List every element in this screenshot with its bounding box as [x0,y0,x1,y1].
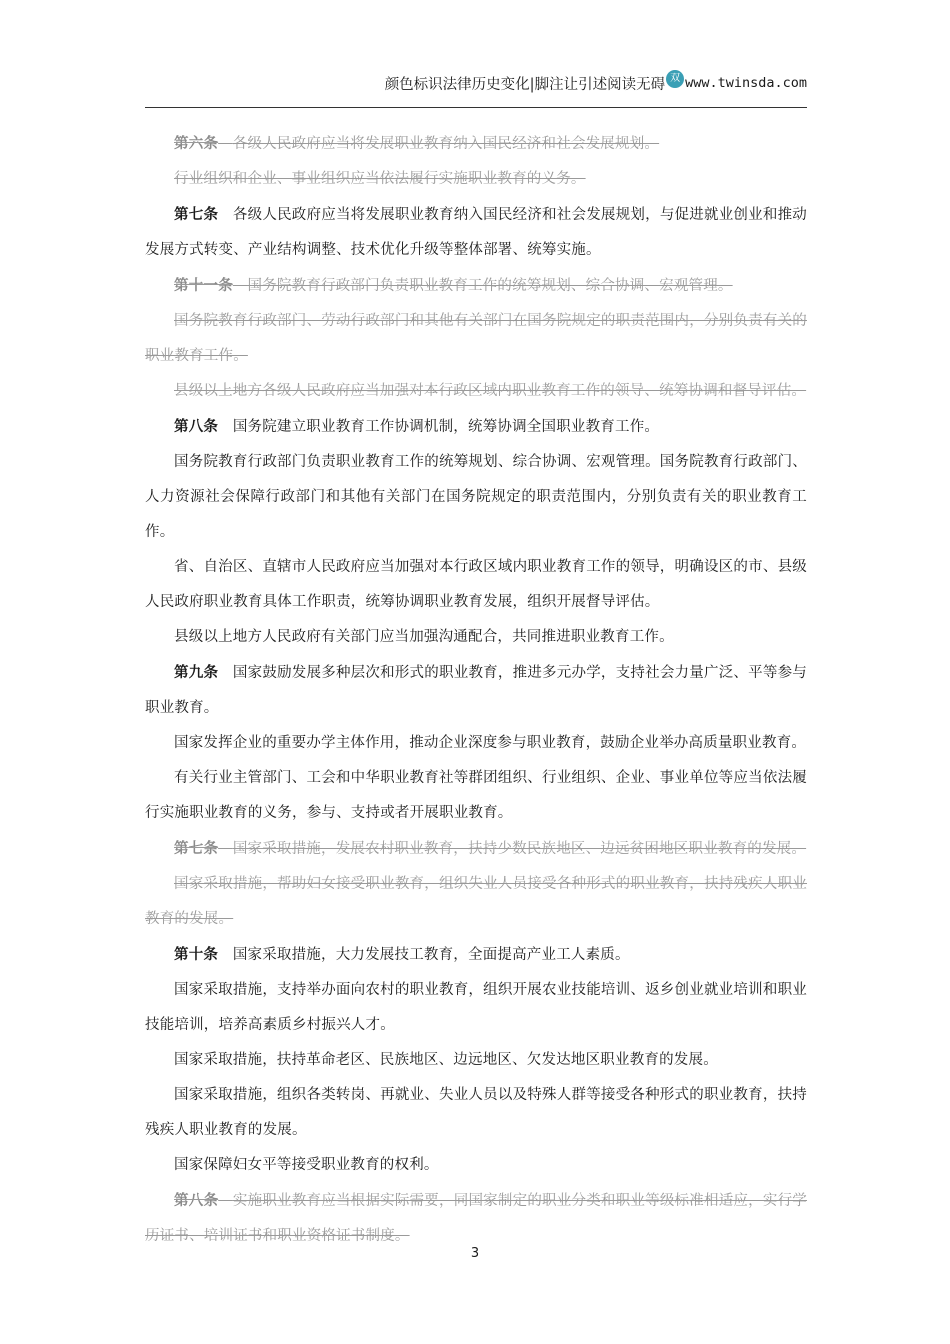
paragraph-text: 各级人民政府应当将发展职业教育纳入国民经济和社会发展规划，与促进就业创业和推动发展方式转变、产业结构调整、技术优化升级等整体部署、统筹实施。 [145,207,808,258]
paragraph-text: 国家鼓励发展多种层次和形式的职业教育，推进多元办学，支持社会力量广泛、平等参与职业教育。 [145,665,808,716]
paragraph [145,445,807,550]
paragraph [145,1078,807,1148]
paragraph-text: 行业组织和企业、事业组织应当依法履行实施职业教育的义务。 [174,171,586,187]
article-number: 第十一条 [174,277,233,294]
header-divider [145,107,807,108]
deleted-paragraph [145,1183,807,1254]
deleted-paragraph [145,304,807,374]
paragraph-text: 各级人民政府应当将发展职业教育纳入国民经济和社会发展规划。 [232,136,660,152]
paragraph [145,1148,807,1183]
paragraph [145,409,807,445]
paragraph-text: 国务院建立职业教育工作协调机制，统筹协调全国职业教育工作。 [232,419,660,435]
paragraph [145,1043,807,1078]
article-number: 第七条 [174,206,219,223]
deleted-paragraph [145,268,807,304]
paragraph-text: 县级以上地方各级人民政府应当加强对本行政区域内职业教育工作的领导、统筹协调和督导评估。 [174,383,807,399]
article-number: 第六条 [174,135,219,152]
header-title: 颜色标识法律历史变化|脚注让引述阅读无碍 [384,76,666,93]
paragraph [145,726,807,761]
deleted-paragraph [145,867,807,937]
article-number: 第九条 [174,664,219,681]
article-number: 第八条 [174,418,219,435]
deleted-paragraph [145,126,807,162]
paragraph-text: 有关行业主管部门、工会和中华职业教育社等群团组织、行业组织、企业、事业单位等应当依法履行实施职业教育的义务，参与、支持或者开展职业教育。 [145,770,807,821]
paragraph [145,550,807,620]
paragraph-text: 国家采取措施，组织各类转岗、再就业、失业人员以及特殊人群等接受各种形式的职业教育，扶持残疾人职业教育的发展。 [145,1087,807,1138]
twinsda-logo-icon: 双 [666,70,684,88]
paragraph-text: 国务院教育行政部门负责职业教育工作的统筹规划、综合协调、宏观管理。国务院教育行政部门、人力资源社会保障行政部门和其他有关部门在国务院规定的职责范围内，分别负责有关的职业教育工作。 [145,454,807,540]
paragraph-text: 国家采取措施，发展农村职业教育，扶持少数民族地区、边远贫困地区职业教育的发展。 [232,841,807,857]
paragraph-text: 国务院教育行政部门负责职业教育工作的统筹规划、综合协调、宏观管理。 [247,278,733,294]
paragraph [145,655,807,726]
paragraph [145,620,807,655]
article-number: 第八条 [174,1192,219,1209]
paragraph-text: 国家采取措施，帮助妇女接受职业教育，组织失业人员接受各种形式的职业教育，扶持残疾人职业教育的发展。 [145,876,807,927]
page-header [145,72,807,94]
paragraph [145,761,807,831]
article-number: 第十条 [174,946,219,963]
paragraph-text: 国务院教育行政部门、劳动行政部门和其他有关部门在国务院规定的职责范围内，分别负责有关的职业教育工作。 [145,313,807,364]
paragraph-text: 省、自治区、直辖市人民政府应当加强对本行政区域内职业教育工作的领导，明确设区的市、县级人民政府职业教育具体工作职责，统筹协调职业教育发展，组织开展督导评估。 [145,559,807,610]
article-number: 第七条 [174,840,219,857]
paragraph-text: 国家保障妇女平等接受职业教育的权利。 [174,1157,439,1173]
paragraph [145,973,807,1043]
paragraph-text: 国家采取措施，扶持革命老区、民族地区、边远地区、欠发达地区职业教育的发展。 [174,1052,718,1068]
page-number: 3 [470,1246,480,1261]
deleted-paragraph [145,162,807,197]
paragraph-text: 国家发挥企业的重要办学主体作用，推动企业深度参与职业教育，鼓励企业举办高质量职业教育。 [174,735,807,751]
document-body [145,126,807,1254]
paragraph-text: 国家采取措施，支持举办面向农村的职业教育，组织开展农业技能培训、返乡创业就业培训和职业技能培训，培养高素质乡村振兴人才。 [145,982,807,1033]
deleted-paragraph [145,831,807,867]
paragraph [145,937,807,973]
paragraph-text: 县级以上地方人民政府有关部门应当加强沟通配合，共同推进职业教育工作。 [174,629,674,645]
paragraph [145,197,807,268]
paragraph-text: 国家采取措施，大力发展技工教育，全面提高产业工人素质。 [232,947,630,963]
deleted-paragraph [145,374,807,409]
paragraph-text: 实施职业教育应当根据实际需要，同国家制定的职业分类和职业等级标准相适应，实行学历证书、培训证书和职业资格证书制度。 [145,1193,808,1244]
header-site-link[interactable]: www.twinsda.com [685,75,807,91]
